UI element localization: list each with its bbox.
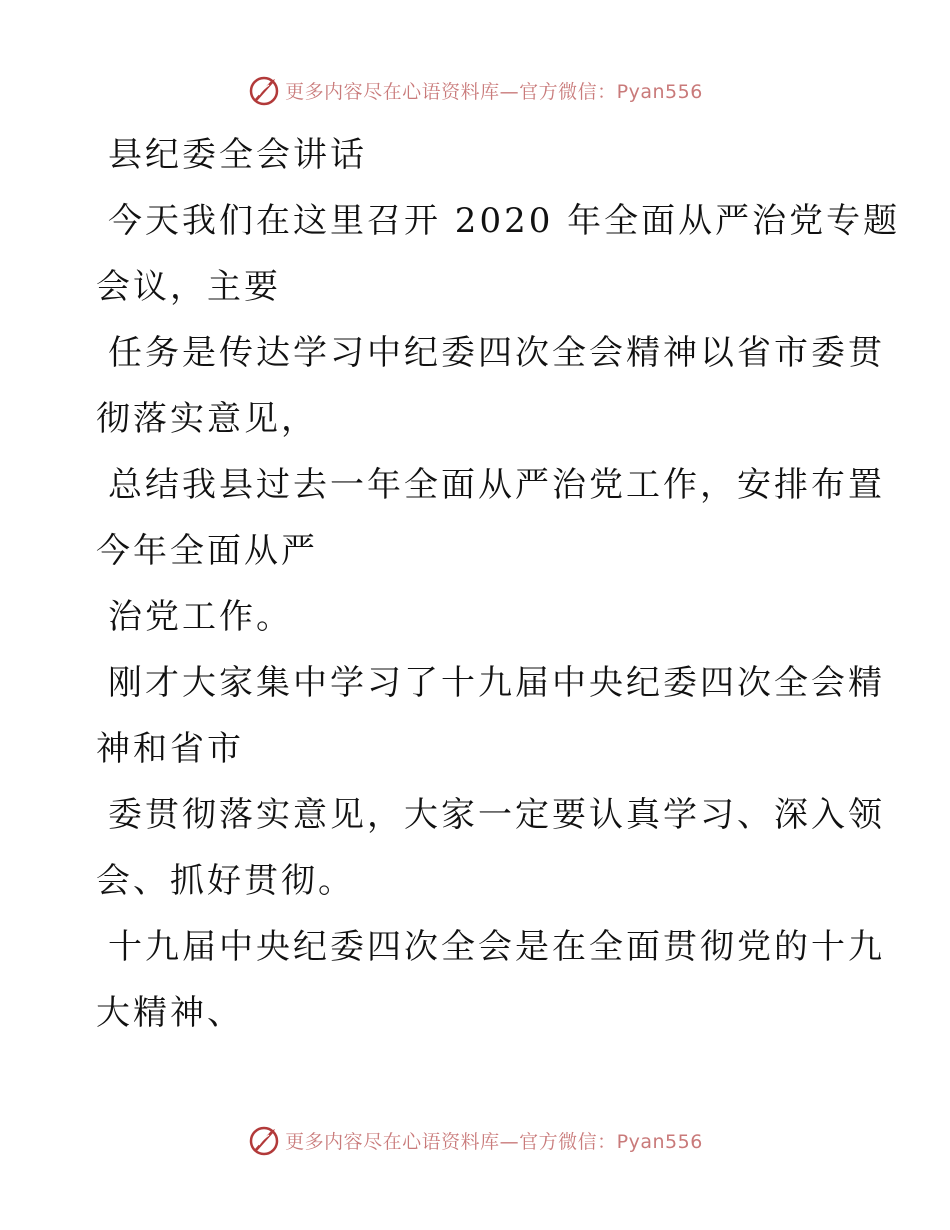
text-line: 彻落实意见， (96, 399, 318, 439)
text-line: 大精神、 (96, 993, 244, 1033)
text-line: 十九届中央纪委四次全会是在全面贯彻党的十九 (108, 927, 885, 967)
footer-watermark (0, 1120, 950, 1160)
text-line: 会、抓好贯彻。 (96, 861, 355, 901)
document-title: 县纪委全会讲话 (108, 135, 367, 175)
text-line: 任务是传达学习中纪委四次全会精神以省市委贯 (108, 333, 885, 373)
text-line: 刚才大家集中学习了十九届中央纪委四次全会精 (108, 663, 885, 703)
text-line: 今天我们在这里召开 2020 年全面从严治党专题 (108, 201, 901, 241)
watermark-text: 更多内容尽在心语资料库—官方微信：Pyan556 (285, 1130, 703, 1153)
text-line: 会议，主要 (96, 267, 281, 307)
text-line: 治党工作。 (108, 597, 293, 637)
text-line: 今年全面从严 (96, 531, 318, 571)
header-watermark (0, 70, 950, 110)
quill-pen-logo-icon (247, 73, 281, 107)
document-body (96, 122, 901, 1046)
text-line: 委贯彻落实意见，大家一定要认真学习、深入领 (108, 795, 885, 835)
quill-pen-logo-icon (247, 1123, 281, 1157)
text-line: 神和省市 (96, 729, 244, 769)
watermark-text: 更多内容尽在心语资料库—官方微信：Pyan556 (285, 80, 703, 103)
text-line: 总结我县过去一年全面从严治党工作，安排布置 (108, 465, 885, 505)
